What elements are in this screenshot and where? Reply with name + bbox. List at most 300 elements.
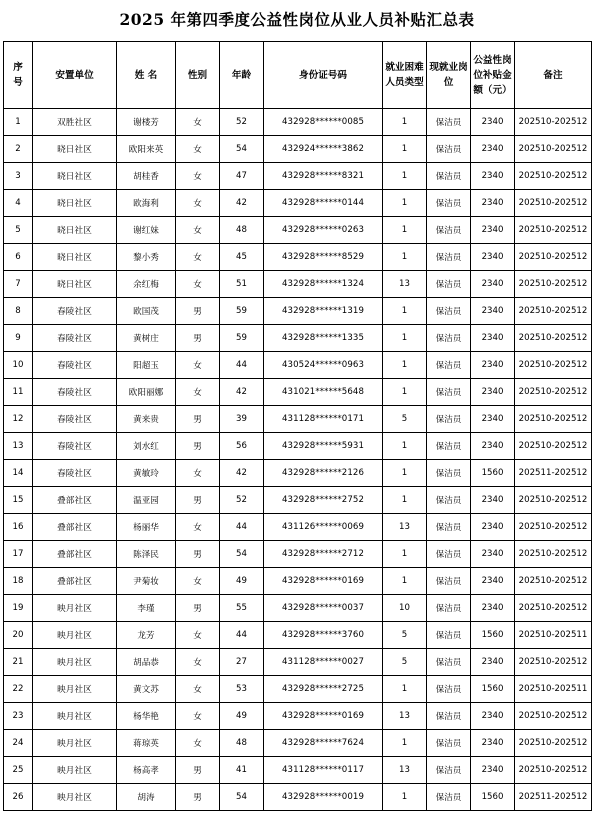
cell-post: 保洁员 — [427, 352, 471, 379]
cell-gender: 女 — [176, 217, 220, 244]
cell-seq: 5 — [4, 217, 33, 244]
table-row — [4, 325, 592, 352]
table-row — [4, 622, 592, 649]
cell-post: 保洁员 — [427, 514, 471, 541]
cell-post: 保洁员 — [427, 109, 471, 136]
cell-type: 1 — [383, 352, 427, 379]
cell-gender: 男 — [176, 433, 220, 460]
cell-name: 龙芳 — [117, 622, 176, 649]
cell-type: 13 — [383, 271, 427, 298]
cell-age: 59 — [220, 298, 264, 325]
cell-unit: 映月社区 — [33, 595, 117, 622]
cell-amount: 1560 — [471, 676, 515, 703]
cell-note: 202511-202512 — [515, 784, 592, 811]
cell-id: 430524******0963 — [264, 352, 383, 379]
cell-seq: 24 — [4, 730, 33, 757]
table-row — [4, 244, 592, 271]
cell-type: 1 — [383, 136, 427, 163]
cell-seq: 21 — [4, 649, 33, 676]
cell-id: 432928******0263 — [264, 217, 383, 244]
cell-unit: 晓日社区 — [33, 190, 117, 217]
cell-seq: 7 — [4, 271, 33, 298]
cell-type: 5 — [383, 622, 427, 649]
cell-id: 432928******0169 — [264, 568, 383, 595]
cell-gender: 女 — [176, 163, 220, 190]
cell-unit: 映月社区 — [33, 757, 117, 784]
cell-unit: 晓日社区 — [33, 163, 117, 190]
cell-gender: 男 — [176, 595, 220, 622]
cell-note: 202510-202512 — [515, 703, 592, 730]
cell-gender: 女 — [176, 136, 220, 163]
cell-name: 黄树庄 — [117, 325, 176, 352]
cell-age: 55 — [220, 595, 264, 622]
cell-seq: 11 — [4, 379, 33, 406]
header-seq: 序号 — [4, 42, 33, 109]
cell-id: 432928******0085 — [264, 109, 383, 136]
cell-age: 39 — [220, 406, 264, 433]
cell-seq: 14 — [4, 460, 33, 487]
cell-note: 202510-202512 — [515, 190, 592, 217]
cell-amount: 2340 — [471, 406, 515, 433]
cell-unit: 春陵社区 — [33, 352, 117, 379]
cell-type: 1 — [383, 433, 427, 460]
cell-type: 13 — [383, 514, 427, 541]
cell-seq: 25 — [4, 757, 33, 784]
cell-type: 1 — [383, 109, 427, 136]
cell-type: 1 — [383, 325, 427, 352]
cell-amount: 2340 — [471, 514, 515, 541]
cell-age: 44 — [220, 514, 264, 541]
table-row — [4, 676, 592, 703]
cell-unit: 映月社区 — [33, 784, 117, 811]
cell-name: 余红梅 — [117, 271, 176, 298]
cell-unit: 叠部社区 — [33, 541, 117, 568]
cell-note: 202510-202512 — [515, 244, 592, 271]
cell-age: 54 — [220, 784, 264, 811]
cell-amount: 2340 — [471, 730, 515, 757]
cell-gender: 女 — [176, 730, 220, 757]
table-row — [4, 514, 592, 541]
cell-id: 432928******2712 — [264, 541, 383, 568]
cell-gender: 女 — [176, 352, 220, 379]
cell-age: 27 — [220, 649, 264, 676]
cell-note: 202510-202512 — [515, 352, 592, 379]
cell-name: 李瑾 — [117, 595, 176, 622]
cell-post: 保洁员 — [427, 379, 471, 406]
cell-note: 202510-202512 — [515, 136, 592, 163]
cell-name: 欧阳来英 — [117, 136, 176, 163]
cell-age: 42 — [220, 379, 264, 406]
cell-type: 10 — [383, 595, 427, 622]
cell-age: 41 — [220, 757, 264, 784]
header-note: 备注 — [515, 42, 592, 109]
cell-seq: 10 — [4, 352, 33, 379]
cell-unit: 晓日社区 — [33, 271, 117, 298]
cell-gender: 男 — [176, 541, 220, 568]
cell-id: 432928******2126 — [264, 460, 383, 487]
table-row — [4, 460, 592, 487]
cell-post: 保洁员 — [427, 730, 471, 757]
table-row — [4, 271, 592, 298]
cell-id: 431126******0069 — [264, 514, 383, 541]
header-post: 现就业岗位 — [427, 42, 471, 109]
page-title: 2025 年第四季度公益性岗位从业人员补贴汇总表 — [119, 10, 475, 29]
cell-post: 保洁员 — [427, 568, 471, 595]
cell-seq: 23 — [4, 703, 33, 730]
cell-post: 保洁员 — [427, 406, 471, 433]
cell-id: 432928******3760 — [264, 622, 383, 649]
cell-post: 保洁员 — [427, 325, 471, 352]
cell-type: 1 — [383, 676, 427, 703]
header-type: 就业困难人员类型 — [383, 42, 427, 109]
cell-note: 202510-202512 — [515, 406, 592, 433]
cell-post: 保洁员 — [427, 271, 471, 298]
cell-post: 保洁员 — [427, 487, 471, 514]
cell-unit: 双胜社区 — [33, 109, 117, 136]
cell-seq: 13 — [4, 433, 33, 460]
cell-type: 1 — [383, 163, 427, 190]
cell-id: 431021******5648 — [264, 379, 383, 406]
cell-unit: 晓日社区 — [33, 217, 117, 244]
cell-seq: 6 — [4, 244, 33, 271]
cell-id: 432928******2752 — [264, 487, 383, 514]
cell-type: 13 — [383, 757, 427, 784]
cell-note: 202510-202512 — [515, 649, 592, 676]
cell-name: 胡桂香 — [117, 163, 176, 190]
cell-note: 202511-202512 — [515, 460, 592, 487]
cell-age: 44 — [220, 352, 264, 379]
cell-type: 1 — [383, 244, 427, 271]
cell-id: 432928******0019 — [264, 784, 383, 811]
cell-post: 保洁员 — [427, 136, 471, 163]
cell-age: 56 — [220, 433, 264, 460]
table-row — [4, 703, 592, 730]
cell-unit: 映月社区 — [33, 730, 117, 757]
cell-id: 432928******8321 — [264, 163, 383, 190]
cell-gender: 女 — [176, 271, 220, 298]
cell-note: 202510-202512 — [515, 325, 592, 352]
cell-post: 保洁员 — [427, 217, 471, 244]
cell-id: 431128******0027 — [264, 649, 383, 676]
cell-type: 1 — [383, 568, 427, 595]
cell-gender: 男 — [176, 298, 220, 325]
cell-note: 202510-202512 — [515, 298, 592, 325]
table-row — [4, 433, 592, 460]
cell-post: 保洁员 — [427, 649, 471, 676]
cell-seq: 3 — [4, 163, 33, 190]
cell-age: 48 — [220, 730, 264, 757]
cell-age: 54 — [220, 541, 264, 568]
cell-age: 44 — [220, 622, 264, 649]
table-row — [4, 730, 592, 757]
cell-post: 保洁员 — [427, 298, 471, 325]
cell-unit: 映月社区 — [33, 703, 117, 730]
cell-name: 蒋琼英 — [117, 730, 176, 757]
table-row — [4, 190, 592, 217]
cell-gender: 女 — [176, 703, 220, 730]
cell-id: 432928******8529 — [264, 244, 383, 271]
header-gender: 性别 — [176, 42, 220, 109]
cell-name: 杨华艳 — [117, 703, 176, 730]
cell-name: 黄文苏 — [117, 676, 176, 703]
cell-amount: 2340 — [471, 433, 515, 460]
cell-age: 49 — [220, 703, 264, 730]
cell-type: 5 — [383, 649, 427, 676]
cell-amount: 2340 — [471, 568, 515, 595]
cell-id: 432928******1324 — [264, 271, 383, 298]
cell-age: 42 — [220, 190, 264, 217]
cell-gender: 女 — [176, 676, 220, 703]
cell-age: 45 — [220, 244, 264, 271]
cell-name: 杨丽华 — [117, 514, 176, 541]
cell-gender: 女 — [176, 649, 220, 676]
cell-id: 432928******0144 — [264, 190, 383, 217]
cell-name: 黎小秀 — [117, 244, 176, 271]
cell-amount: 2340 — [471, 109, 515, 136]
cell-age: 53 — [220, 676, 264, 703]
cell-amount: 2340 — [471, 379, 515, 406]
cell-name: 阳超玉 — [117, 352, 176, 379]
cell-type: 1 — [383, 487, 427, 514]
cell-amount: 1560 — [471, 784, 515, 811]
subsidy-table — [3, 41, 592, 811]
cell-gender: 男 — [176, 487, 220, 514]
cell-seq: 18 — [4, 568, 33, 595]
cell-type: 1 — [383, 784, 427, 811]
cell-unit: 春陵社区 — [33, 379, 117, 406]
cell-age: 42 — [220, 460, 264, 487]
table-row — [4, 163, 592, 190]
cell-type: 1 — [383, 379, 427, 406]
cell-amount: 2340 — [471, 244, 515, 271]
cell-name: 温亚园 — [117, 487, 176, 514]
cell-unit: 晓日社区 — [33, 244, 117, 271]
cell-gender: 男 — [176, 406, 220, 433]
cell-amount: 2340 — [471, 217, 515, 244]
cell-seq: 1 — [4, 109, 33, 136]
cell-amount: 2340 — [471, 487, 515, 514]
cell-amount: 2340 — [471, 163, 515, 190]
cell-unit: 映月社区 — [33, 622, 117, 649]
cell-post: 保洁员 — [427, 757, 471, 784]
table-row — [4, 541, 592, 568]
cell-amount: 2340 — [471, 703, 515, 730]
cell-amount: 2340 — [471, 595, 515, 622]
cell-amount: 1560 — [471, 460, 515, 487]
cell-type: 1 — [383, 460, 427, 487]
cell-note: 202510-202511 — [515, 676, 592, 703]
table-row — [4, 109, 592, 136]
cell-unit: 叠部社区 — [33, 487, 117, 514]
cell-note: 202510-202512 — [515, 487, 592, 514]
cell-post: 保洁员 — [427, 784, 471, 811]
header-unit: 安置单位 — [33, 42, 117, 109]
cell-age: 48 — [220, 217, 264, 244]
cell-type: 1 — [383, 730, 427, 757]
cell-seq: 16 — [4, 514, 33, 541]
cell-post: 保洁员 — [427, 595, 471, 622]
table-row — [4, 136, 592, 163]
cell-unit: 叠部社区 — [33, 514, 117, 541]
cell-note: 202510-202512 — [515, 109, 592, 136]
cell-name: 杨高孝 — [117, 757, 176, 784]
cell-unit: 春陵社区 — [33, 460, 117, 487]
cell-amount: 2340 — [471, 757, 515, 784]
cell-amount: 1560 — [471, 622, 515, 649]
cell-gender: 女 — [176, 190, 220, 217]
cell-unit: 映月社区 — [33, 649, 117, 676]
cell-note: 202510-202512 — [515, 595, 592, 622]
cell-name: 谢红妹 — [117, 217, 176, 244]
cell-note: 202510-202512 — [515, 541, 592, 568]
cell-gender: 女 — [176, 568, 220, 595]
cell-seq: 17 — [4, 541, 33, 568]
cell-note: 202510-202512 — [515, 757, 592, 784]
cell-seq: 12 — [4, 406, 33, 433]
cell-note: 202510-202512 — [515, 379, 592, 406]
cell-gender: 女 — [176, 379, 220, 406]
cell-gender: 男 — [176, 325, 220, 352]
header-name: 姓 名 — [117, 42, 176, 109]
cell-name: 胡涛 — [117, 784, 176, 811]
cell-post: 保洁员 — [427, 190, 471, 217]
cell-gender: 女 — [176, 244, 220, 271]
cell-name: 谢楼芳 — [117, 109, 176, 136]
table-row — [4, 298, 592, 325]
cell-post: 保洁员 — [427, 676, 471, 703]
header-amount: 公益性岗位补贴金额（元） — [471, 42, 515, 109]
cell-id: 432928******0169 — [264, 703, 383, 730]
cell-amount: 2340 — [471, 190, 515, 217]
cell-name: 刘水红 — [117, 433, 176, 460]
cell-age: 52 — [220, 109, 264, 136]
cell-id: 432928******2725 — [264, 676, 383, 703]
cell-type: 13 — [383, 703, 427, 730]
cell-name: 尹菊妆 — [117, 568, 176, 595]
cell-age: 52 — [220, 487, 264, 514]
table-row — [4, 568, 592, 595]
cell-name: 欧阳丽娜 — [117, 379, 176, 406]
cell-name: 欧海利 — [117, 190, 176, 217]
cell-note: 202510-202512 — [515, 163, 592, 190]
cell-seq: 4 — [4, 190, 33, 217]
cell-amount: 2340 — [471, 541, 515, 568]
cell-gender: 女 — [176, 622, 220, 649]
cell-age: 59 — [220, 325, 264, 352]
cell-amount: 2340 — [471, 325, 515, 352]
cell-id: 432928******0037 — [264, 595, 383, 622]
table-row — [4, 406, 592, 433]
cell-name: 胡品恭 — [117, 649, 176, 676]
cell-id: 431128******0117 — [264, 757, 383, 784]
cell-seq: 2 — [4, 136, 33, 163]
cell-name: 黄敏玲 — [117, 460, 176, 487]
cell-note: 202510-202512 — [515, 217, 592, 244]
table-row — [4, 757, 592, 784]
table-row — [4, 649, 592, 676]
cell-type: 1 — [383, 541, 427, 568]
cell-seq: 20 — [4, 622, 33, 649]
table-row — [4, 595, 592, 622]
header-row — [4, 42, 592, 109]
table-row — [4, 352, 592, 379]
cell-unit: 春陵社区 — [33, 298, 117, 325]
cell-unit: 春陵社区 — [33, 325, 117, 352]
cell-name: 陈泽民 — [117, 541, 176, 568]
cell-post: 保洁员 — [427, 541, 471, 568]
cell-seq: 15 — [4, 487, 33, 514]
cell-id: 432924******3862 — [264, 136, 383, 163]
cell-seq: 8 — [4, 298, 33, 325]
cell-type: 1 — [383, 217, 427, 244]
cell-amount: 2340 — [471, 136, 515, 163]
cell-note: 202510-202512 — [515, 730, 592, 757]
cell-seq: 9 — [4, 325, 33, 352]
table-row — [4, 784, 592, 811]
cell-age: 49 — [220, 568, 264, 595]
cell-id: 432928******1335 — [264, 325, 383, 352]
table-row — [4, 379, 592, 406]
cell-age: 54 — [220, 136, 264, 163]
cell-seq: 19 — [4, 595, 33, 622]
cell-unit: 春陵社区 — [33, 433, 117, 460]
cell-id: 432928******7624 — [264, 730, 383, 757]
cell-amount: 2340 — [471, 271, 515, 298]
cell-gender: 女 — [176, 514, 220, 541]
cell-note: 202510-202512 — [515, 514, 592, 541]
cell-note: 202510-202511 — [515, 622, 592, 649]
cell-age: 51 — [220, 271, 264, 298]
header-id: 身份证号码 — [264, 42, 383, 109]
cell-post: 保洁员 — [427, 163, 471, 190]
cell-type: 1 — [383, 190, 427, 217]
cell-note: 202510-202512 — [515, 271, 592, 298]
cell-unit: 晓日社区 — [33, 136, 117, 163]
cell-post: 保洁员 — [427, 244, 471, 271]
cell-id: 431128******0171 — [264, 406, 383, 433]
cell-name: 黄来贵 — [117, 406, 176, 433]
header-age: 年龄 — [220, 42, 264, 109]
cell-note: 202510-202512 — [515, 433, 592, 460]
cell-gender: 男 — [176, 784, 220, 811]
cell-note: 202510-202512 — [515, 568, 592, 595]
cell-type: 5 — [383, 406, 427, 433]
table-body — [4, 109, 592, 811]
cell-id: 432928******1319 — [264, 298, 383, 325]
cell-type: 1 — [383, 298, 427, 325]
cell-post: 保洁员 — [427, 703, 471, 730]
cell-unit: 映月社区 — [33, 676, 117, 703]
table-row — [4, 217, 592, 244]
cell-post: 保洁员 — [427, 460, 471, 487]
cell-unit: 春陵社区 — [33, 406, 117, 433]
cell-name: 欧国茂 — [117, 298, 176, 325]
cell-gender: 男 — [176, 757, 220, 784]
table-row — [4, 487, 592, 514]
cell-amount: 2340 — [471, 352, 515, 379]
cell-seq: 26 — [4, 784, 33, 811]
cell-id: 432928******5931 — [264, 433, 383, 460]
cell-unit: 叠部社区 — [33, 568, 117, 595]
cell-post: 保洁员 — [427, 622, 471, 649]
cell-age: 47 — [220, 163, 264, 190]
cell-amount: 2340 — [471, 649, 515, 676]
cell-amount: 2340 — [471, 298, 515, 325]
cell-seq: 22 — [4, 676, 33, 703]
cell-post: 保洁员 — [427, 433, 471, 460]
cell-gender: 女 — [176, 109, 220, 136]
cell-gender: 女 — [176, 460, 220, 487]
